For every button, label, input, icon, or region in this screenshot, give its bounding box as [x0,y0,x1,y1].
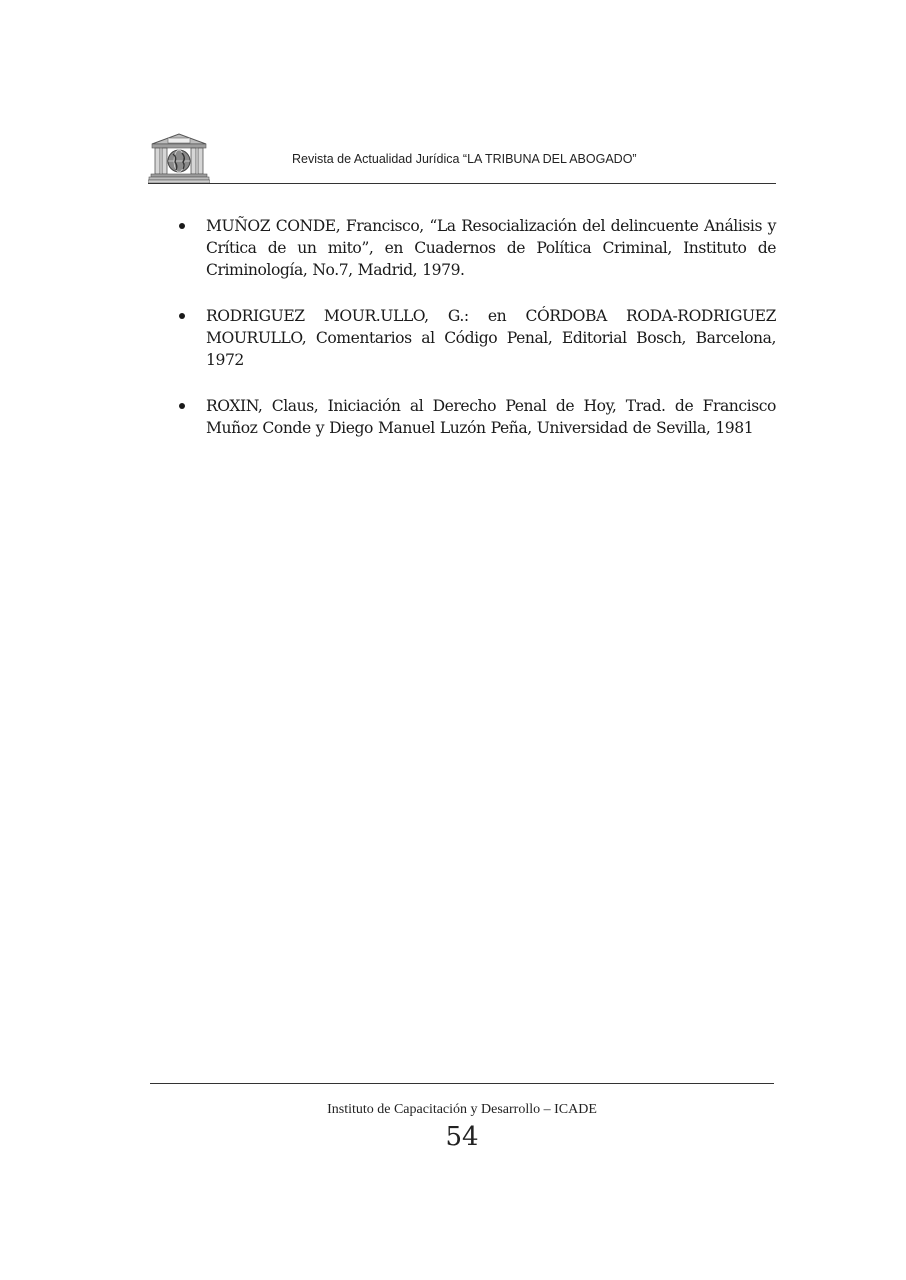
header-divider [148,183,776,184]
page-header [148,128,776,184]
reference-text: MUÑOZ CONDE, Francisco, “La Resocialización del delincuente Análisis y Crítica de un mito”, en Cuadernos de Política Criminal, Instituto de Criminología, No.7, Madrid, 1979. [206,217,776,279]
bullet-icon [179,223,185,229]
list-item [176,395,776,439]
bibliography-list [176,215,776,463]
footer-institution: Instituto de Capacitación y Desarrollo – ICADE [327,1102,597,1117]
journal-title: Revista de Actualidad Jurídica “LA TRIBUNA DEL ABOGADO” [292,152,637,166]
bullet-icon [179,313,185,319]
reference-text: RODRIGUEZ MOUR.ULLO, G.: en CÓRDOBA RODA-RODRIGUEZ MOURULLO, Comentarios al Código Penal, Editorial Bosch, Barcelona, 1972 [206,307,776,369]
bullet-icon [179,403,185,409]
page-number: 54 [445,1122,479,1152]
footer-divider [150,1083,774,1084]
icade-logo [148,132,210,184]
list-item [176,305,776,371]
list-item [176,215,776,281]
reference-text: ROXIN, Claus, Iniciación al Derecho Penal de Hoy, Trad. de Francisco Muñoz Conde y Diego Manuel Luzón Peña, Universidad de Sevilla, 1981 [206,397,776,437]
